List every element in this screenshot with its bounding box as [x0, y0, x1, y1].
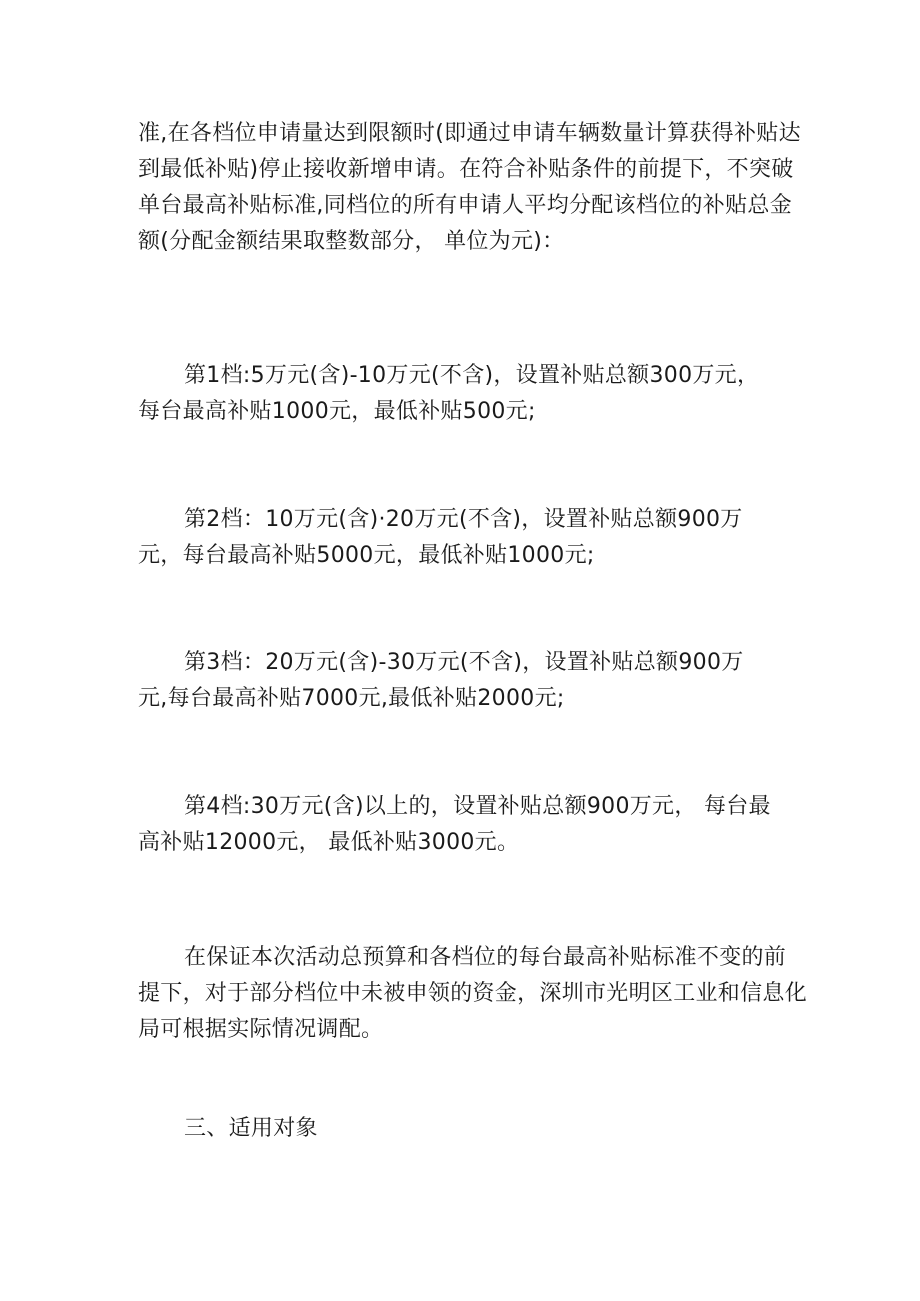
text-line: 准,在各档位申请量达到限额时(即通过申请车辆数量计算获得补贴达: [138, 121, 801, 146]
intro-paragraph: [138, 116, 801, 260]
text-line: 第3档：20万元(含)-30万元(不含)，设置补贴总额900万: [184, 650, 744, 675]
text-line: 在保证本次活动总预算和各档位的每台最高补贴标准不变的前: [184, 945, 787, 970]
text-line: 每台最高补贴1000元，最低补贴500元;: [138, 399, 536, 424]
section-heading-text: 三、适用对象: [184, 1116, 318, 1141]
text-line: 元,每台最高补贴7000元,最低补贴2000元;: [138, 686, 565, 711]
tier-4-paragraph: [138, 789, 790, 861]
text-line: 第4档:30万元(含)以上的，设置补贴总额900万元， 每台最: [184, 794, 771, 819]
budget-note-paragraph: [138, 940, 808, 1048]
text-line: 单台最高补贴标准,同档位的所有申请人平均分配该档位的补贴总金: [138, 193, 792, 218]
text-line: 提下，对于部分档位中未被申领的资金，深圳市光明区工业和信息化: [138, 981, 808, 1006]
text-line: 高补贴12000元， 最低补贴3000元。: [138, 830, 520, 855]
text-line: 元，每台最高补贴5000元，最低补贴1000元;: [138, 543, 595, 568]
tier-1-paragraph: [138, 358, 790, 430]
text-line: 第1档:5万元(含)-10万元(不含)，设置补贴总额300万元，: [184, 363, 760, 388]
text-line: 局可根据实际情况调配。: [138, 1017, 384, 1042]
text-line: 到最低补贴)停止接收新增申请。在符合补贴条件的前提下，不突破: [138, 157, 794, 182]
text-line: 额(分配金额结果取整数部分， 单位为元)：: [138, 229, 565, 254]
tier-2-paragraph: [138, 502, 790, 574]
tier-3-paragraph: [138, 645, 790, 717]
text-line: 第2档：10万元(含)·20万元(不含)，设置补贴总额900万: [184, 507, 743, 532]
section-heading: [138, 1111, 790, 1147]
